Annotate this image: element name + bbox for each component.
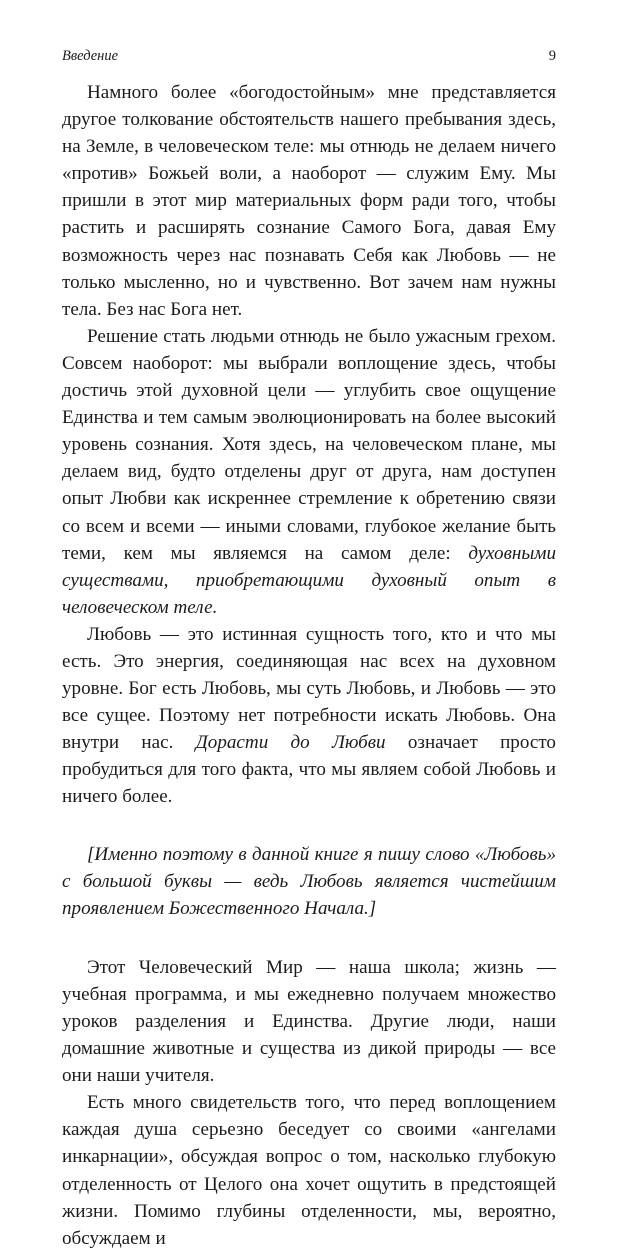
paragraph-5: Есть много свидетельств того, что перед воплощением каждая душа серьезно беседует со своими «ангелами инкарнации», обсуждая вопрос о том, насколько глубокую отделенность от Целого она хочет ощутить в предстоящей жизни. Помимо глубины отделенности, мы, вероятно, обсуждаем и — [62, 1092, 556, 1249]
section-title: Введение — [62, 48, 119, 64]
paragraph-3-text: Любовь — это истинная сущность того, кто и что мы есть. Это энергия, соединяющая нас всех на духовном уровне. Бог есть Любовь, мы суть Любовь, и Любовь — это все сущее. Поэтому нет потребности искать Любовь. Она внутри нас. — [62, 623, 556, 754]
book-page — [62, 48, 556, 1252]
paragraph-3-emphasis: Дорасти до Любви — [195, 732, 386, 754]
author-note: [Именно поэтому в данной книге я пишу слово «Любовь» с большой буквы — ведь Любовь является чистейшим проявлением Божественного Начала.] — [62, 843, 556, 919]
paragraph-3-tail: означает просто пробудиться для того факта, что мы являем собой Любовь и ничего более. — [62, 732, 556, 808]
paragraph-4: Этот Человеческий Мир — наша школа; жизнь — учебная программа, и мы ежедневно получаем множество уроков разделения и Единства. Другие люди, наши домашние животные и существа из дикой природы — все они наши учителя. — [62, 956, 556, 1087]
running-header — [62, 48, 556, 70]
paragraph-2 — [62, 323, 556, 621]
paragraph-2-emphasis: духовными существами, приобретающими духовный опыт в человеческом теле. — [62, 542, 556, 618]
paragraph-2-text: Решение стать людьми отнюдь не было ужасным грехом. Совсем наоборот: мы выбрали воплощение здесь, чтобы достичь этой духовной цели — углубить свое ощущение Единства и тем самым эволюционировать на более высокий уровень сознания. Хотя здесь, на человеческом плане, мы делаем вид, будто отделены друг от друга, нам доступен опыт Любви как искреннее стремление к обретению связи со всем и всеми — иными словами, глубокое желание быть теми, кем мы являемся на самом деле: — [62, 325, 556, 564]
paragraph-3 — [62, 621, 556, 811]
paragraph-1: Намного более «богодостойным» мне представляется другое толкование обстоятельств нашего пребывания здесь, на Земле, в человеческом теле: мы отнюдь не делаем ничего «против» Божьей воли, а наоборот — служим Ему. Мы пришли в этот мир материальных форм ради того, чтобы растить и расширять сознание Самого Бога, давая Ему возможность через нас познавать Себя как Любовь — не только мысленно, но и чувственно. Вот зачем нам нужны тела. Без нас Бога нет. — [62, 82, 556, 320]
body-text — [62, 79, 556, 1252]
page-number: 9 — [548, 48, 556, 64]
